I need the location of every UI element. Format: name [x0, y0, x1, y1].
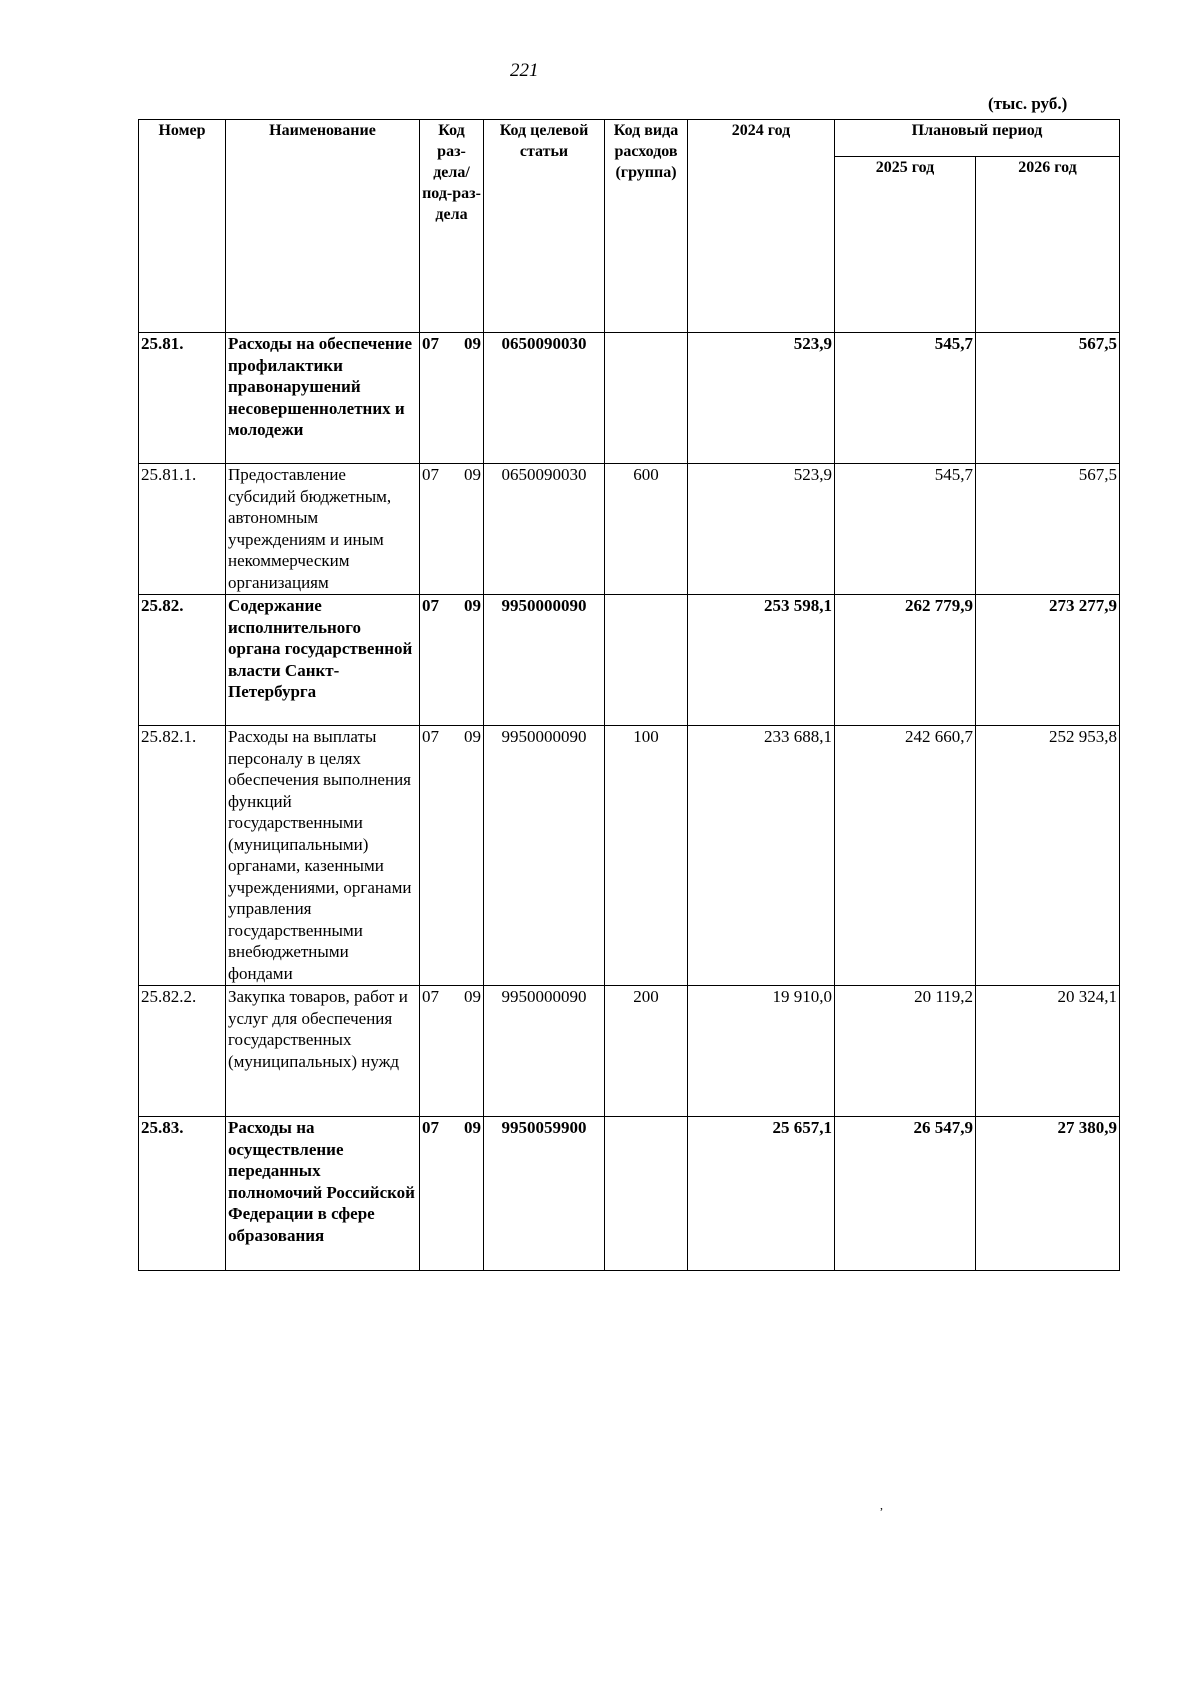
row-name: Предоставление субсидий бюджетным, автономным учреждениям и иным некоммерческим организациям — [226, 464, 420, 595]
row-section-code — [420, 986, 484, 1117]
row-number: 25.81.1. — [139, 464, 226, 595]
header-year-2026: 2026 год — [976, 157, 1120, 333]
row-number: 25.82.2. — [139, 986, 226, 1117]
header-name: Наименование — [226, 120, 420, 333]
row-value-2026: 567,5 — [976, 464, 1120, 595]
header-plan-period: Плановый период — [835, 120, 1120, 157]
row-expense-type: 200 — [605, 986, 688, 1117]
row-section-code — [420, 1117, 484, 1271]
row-name: Расходы на осуществление переданных полномочий Российской Федерации в сфере образования — [226, 1117, 420, 1271]
header-section: Код раз-дела/ под-раз-дела — [420, 120, 484, 333]
row-expense-type — [605, 1117, 688, 1271]
row-value-2026: 273 277,9 — [976, 595, 1120, 726]
units-label: (тыс. руб.) — [988, 94, 1068, 113]
section-code-pair — [422, 595, 481, 617]
subsection-code: 09 — [464, 596, 481, 615]
row-value-2024: 25 657,1 — [688, 1117, 835, 1271]
section-code: 07 — [422, 1118, 439, 1137]
row-value-2025: 545,7 — [835, 464, 976, 595]
section-code-pair — [422, 1117, 481, 1139]
row-expense-type: 100 — [605, 726, 688, 986]
row-target-code: 9950000090 — [484, 986, 605, 1117]
row-value-2025: 545,7 — [835, 333, 976, 464]
row-expense-type — [605, 595, 688, 726]
row-value-2024: 523,9 — [688, 464, 835, 595]
row-value-2025: 20 119,2 — [835, 986, 976, 1117]
table-body — [139, 333, 1120, 1271]
row-target-code: 0650090030 — [484, 464, 605, 595]
row-target-code: 9950000090 — [484, 726, 605, 986]
scan-mark: , — [880, 1498, 883, 1512]
table-row — [139, 1117, 1120, 1271]
row-name: Расходы на обеспечение профилактики правонарушений несовершеннолетних и молодежи — [226, 333, 420, 464]
table-row — [139, 726, 1120, 986]
row-section-code — [420, 333, 484, 464]
row-value-2025: 262 779,9 — [835, 595, 976, 726]
row-number: 25.81. — [139, 333, 226, 464]
section-code-pair — [422, 464, 481, 486]
header-year-2025: 2025 год — [835, 157, 976, 333]
header-year-2024: 2024 год — [688, 120, 835, 333]
section-code: 07 — [422, 987, 439, 1006]
table-row — [139, 464, 1120, 595]
section-code: 07 — [422, 334, 439, 353]
row-section-code — [420, 726, 484, 986]
table-row — [139, 986, 1120, 1117]
row-value-2024: 253 598,1 — [688, 595, 835, 726]
page-number: 221 — [510, 60, 539, 81]
row-target-code: 9950059900 — [484, 1117, 605, 1271]
section-code-pair — [422, 726, 481, 748]
subsection-code: 09 — [464, 334, 481, 353]
row-value-2026: 567,5 — [976, 333, 1120, 464]
row-section-code — [420, 595, 484, 726]
section-code: 07 — [422, 596, 439, 615]
row-expense-type: 600 — [605, 464, 688, 595]
row-expense-type — [605, 333, 688, 464]
budget-table — [138, 119, 1120, 1271]
section-code: 07 — [422, 727, 439, 746]
row-value-2026: 252 953,8 — [976, 726, 1120, 986]
row-value-2026: 27 380,9 — [976, 1117, 1120, 1271]
row-target-code: 0650090030 — [484, 333, 605, 464]
row-number: 25.82.1. — [139, 726, 226, 986]
row-number: 25.83. — [139, 1117, 226, 1271]
section-code-pair — [422, 333, 481, 355]
row-name: Содержание исполнительного органа государственной власти Санкт-Петербурга — [226, 595, 420, 726]
subsection-code: 09 — [464, 465, 481, 484]
row-target-code: 9950000090 — [484, 595, 605, 726]
table-row — [139, 595, 1120, 726]
section-code-pair — [422, 986, 481, 1008]
row-value-2025: 26 547,9 — [835, 1117, 976, 1271]
row-value-2025: 242 660,7 — [835, 726, 976, 986]
subsection-code: 09 — [464, 1118, 481, 1137]
row-value-2024: 233 688,1 — [688, 726, 835, 986]
header-number: Номер — [139, 120, 226, 333]
row-number: 25.82. — [139, 595, 226, 726]
subsection-code: 09 — [464, 727, 481, 746]
subsection-code: 09 — [464, 987, 481, 1006]
header-target: Код целевой статьи — [484, 120, 605, 333]
row-value-2026: 20 324,1 — [976, 986, 1120, 1117]
row-name: Расходы на выплаты персоналу в целях обеспечения выполнения функций государственными (муниципальными) органами, казенными учреждениями, органами управления государственными внебюджетными фондами — [226, 726, 420, 986]
row-value-2024: 19 910,0 — [688, 986, 835, 1117]
section-code: 07 — [422, 465, 439, 484]
row-name: Закупка товаров, работ и услуг для обеспечения государственных (муниципальных) нужд — [226, 986, 420, 1117]
header-expense-type: Код вида расходов (группа) — [605, 120, 688, 333]
table-row — [139, 333, 1120, 464]
row-value-2024: 523,9 — [688, 333, 835, 464]
row-section-code — [420, 464, 484, 595]
